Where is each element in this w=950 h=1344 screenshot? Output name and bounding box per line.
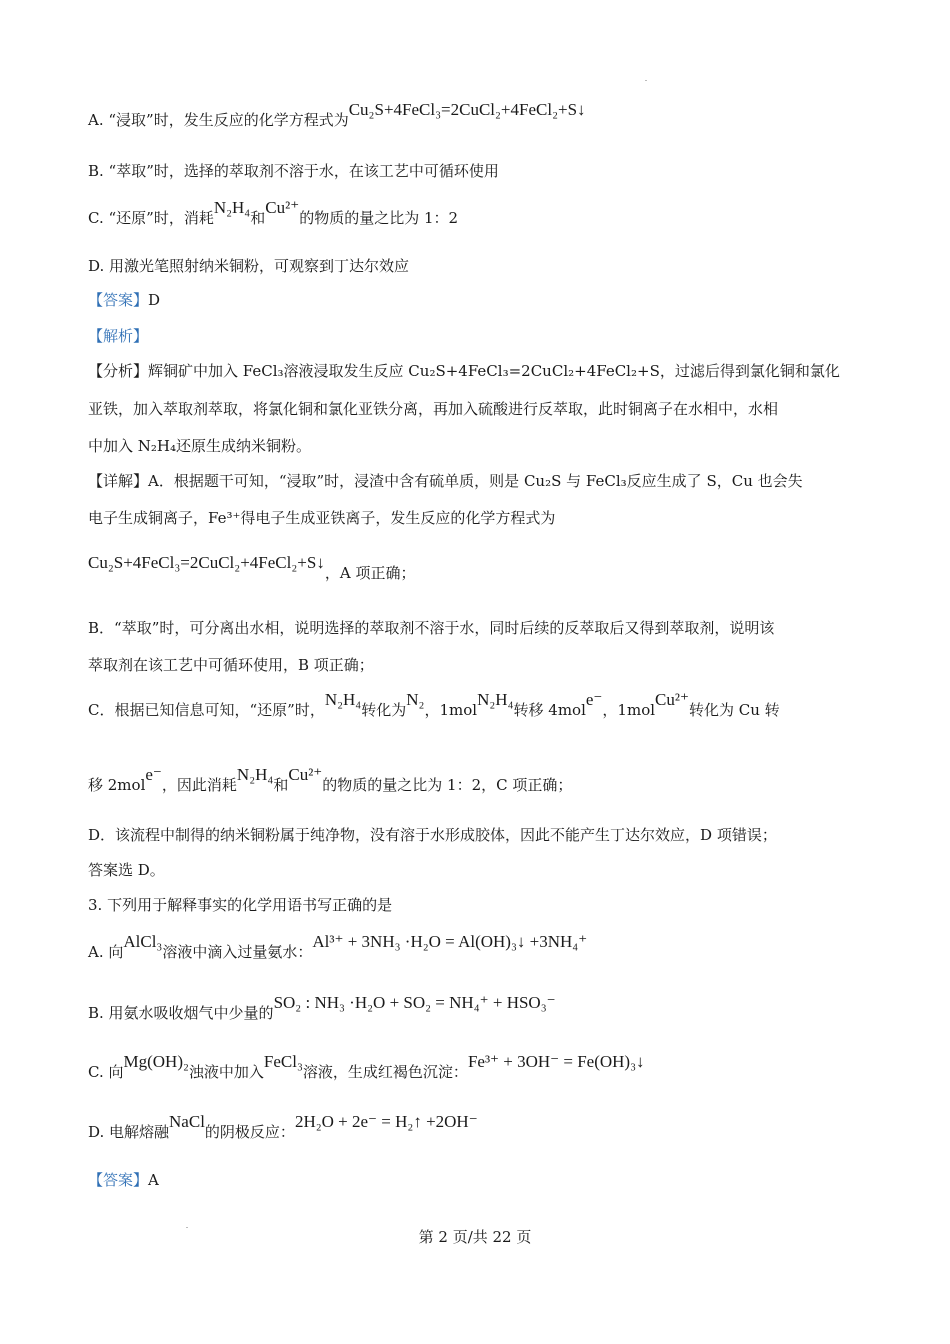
fenxi-line-3: 中加入 N₂H₄还原生成纳米铜粉。 xyxy=(88,437,312,455)
detail-a-equation-line: Cu₂S+4FeCl₃=2CuCl₂+4FeCl₂+S↓，A 项正确； xyxy=(88,553,416,582)
detail-a-line-1: 【详解】A．根据题干可知，“浸取”时，浸渣中含有硫单质，则是 Cu₂S 与 FeCl₃反应生成了 S，Cu 也会失 xyxy=(88,472,803,490)
answer-value: D xyxy=(148,291,161,309)
formula-alcl3: AlCl₃ xyxy=(123,932,163,951)
formula-nacl: NaCl xyxy=(169,1112,205,1131)
detail-b-line-1: B．“萃取”时，可分离出水相，说明选择的萃取剂不溶于水，同时后续的反萃取后又得到萃取剂，说明该 xyxy=(88,619,775,637)
formula-cu-ion: Cu²⁺ xyxy=(265,198,300,217)
option-d: D. 用激光笔照射纳米铜粉，可观察到丁达尔效应 xyxy=(88,257,410,275)
equation: SO₂ : NH₃ ·H₂O + SO₂ = NH₄⁺ + HSO₃⁻ xyxy=(273,993,556,1012)
q3-option-c: C. 向Mg(OH)₂浊液中加入FeCl₃溶液，生成红褐色沉淀：Fe³⁺ + 3OH⁻ = Fe(OH)₃↓ xyxy=(88,1052,645,1081)
detail-a-line-2: 电子生成铜离子，Fe³⁺得电子生成亚铁离子，发生反应的化学方程式为 xyxy=(88,509,556,527)
fenxi-label: 【分析】 xyxy=(88,362,149,380)
fenxi-line-1: 【分析】辉铜矿中加入 FeCl₃溶液浸取发生反应 Cu₂S+4FeCl₃=2CuCl₂+4FeCl₂+S，过滤后得到氯化铜和氯化 xyxy=(88,362,840,380)
formula-n2: N₂ xyxy=(406,690,425,709)
detail-c-line-1: C．根据已知信息可知，“还原”时，N₂H₄转化为N₂，1molN₂H₄转移 4mole⁻，1molCu²⁺转化为 Cu 转 xyxy=(88,690,780,719)
formula-fecl3: FeCl₃ xyxy=(263,1052,303,1071)
formula-n2h4: N₂H₄ xyxy=(213,198,251,217)
q3-option-a: A. 向AlCl₃溶液中滴入过量氨水：Al³⁺ + 3NH₃ ·H₂O = Al(OH)₃↓ +3NH₄⁺ xyxy=(88,932,588,961)
equation: Fe³⁺ + 3OH⁻ = Fe(OH)₃↓ xyxy=(467,1052,645,1071)
detail-label: 【详解】 xyxy=(88,472,149,490)
answer-value: A xyxy=(148,1171,159,1189)
q3-option-b: B. 用氨水吸收烟气中少量的SO₂ : NH₃ ·H₂O + SO₂ = NH₄⁺ + HSO₃⁻ xyxy=(88,993,556,1022)
answer-label: 【答案】 xyxy=(88,291,149,309)
detail-b-line-2: 萃取剂在该工艺中可循环使用，B 项正确； xyxy=(88,656,374,674)
formula-mgoh2: Mg(OH)₂ xyxy=(123,1052,189,1071)
equation: 2H₂O + 2e⁻ = H₂↑ +2OH⁻ xyxy=(294,1112,478,1131)
formula-n2h4: N₂H₄ xyxy=(477,690,514,709)
fenxi-line-2: 亚铁，加入萃取剂萃取，将氯化铜和氯化亚铁分离，再加入硫酸进行反萃取，此时铜离子在水相中，水相 xyxy=(88,400,779,418)
option-c: C. “还原”时，消耗N₂H₄和Cu²⁺的物质的量之比为 1：2 xyxy=(88,198,459,227)
formula-n2h4: N₂H₄ xyxy=(236,765,274,784)
answer-label: 【答案】 xyxy=(88,1171,149,1189)
option-b: B. “萃取”时，选择的萃取剂不溶于水，在该工艺中可循环使用 xyxy=(88,162,499,180)
q3-stem: 3. 下列用于解释事实的化学用语书写正确的是 xyxy=(88,896,393,914)
formula-cu-ion: Cu²⁺ xyxy=(288,765,323,784)
page-footer: 第 2 页/共 22 页 xyxy=(418,1228,532,1246)
equation: Cu₂S+4FeCl₃=2CuCl₂+4FeCl₂+S↓ xyxy=(348,100,586,119)
electron-symbol: e⁻ xyxy=(585,690,603,709)
formula-cu-ion: Cu²⁺ xyxy=(655,690,689,709)
detail-c-line-2: 移 2mole⁻，因此消耗N₂H₄和Cu²⁺的物质的量之比为 1：2，C 项正确； xyxy=(88,765,573,794)
option-a: A. “浸取”时，发生反应的化学方程式为Cu₂S+4FeCl₃=2CuCl₂+4FeCl₂+S↓ xyxy=(88,100,586,129)
detail-d-line: D．该流程中制得的纳米铜粉属于纯净物，没有溶于水形成胶体，因此不能产生丁达尔效应，D 项错误； xyxy=(88,826,777,844)
analysis-heading: 【解析】 xyxy=(88,327,149,345)
equation: Al³⁺ + 3NH₃ ·H₂O = Al(OH)₃↓ +3NH₄⁺ xyxy=(312,932,588,951)
formula-n2h4: N₂H₄ xyxy=(324,690,362,709)
answer-line xyxy=(88,290,160,310)
electron-symbol: e⁻ xyxy=(145,765,162,784)
detail-conclusion: 答案选 D。 xyxy=(88,861,165,879)
scan-dot xyxy=(645,80,647,81)
equation: Cu₂S+4FeCl₃=2CuCl₂+4FeCl₂+S↓ xyxy=(88,553,325,572)
q3-option-d: D. 电解熔融NaCl的阴极反应：2H₂O + 2e⁻ = H₂↑ +2OH⁻ xyxy=(88,1112,478,1141)
q3-answer-line xyxy=(88,1170,159,1190)
